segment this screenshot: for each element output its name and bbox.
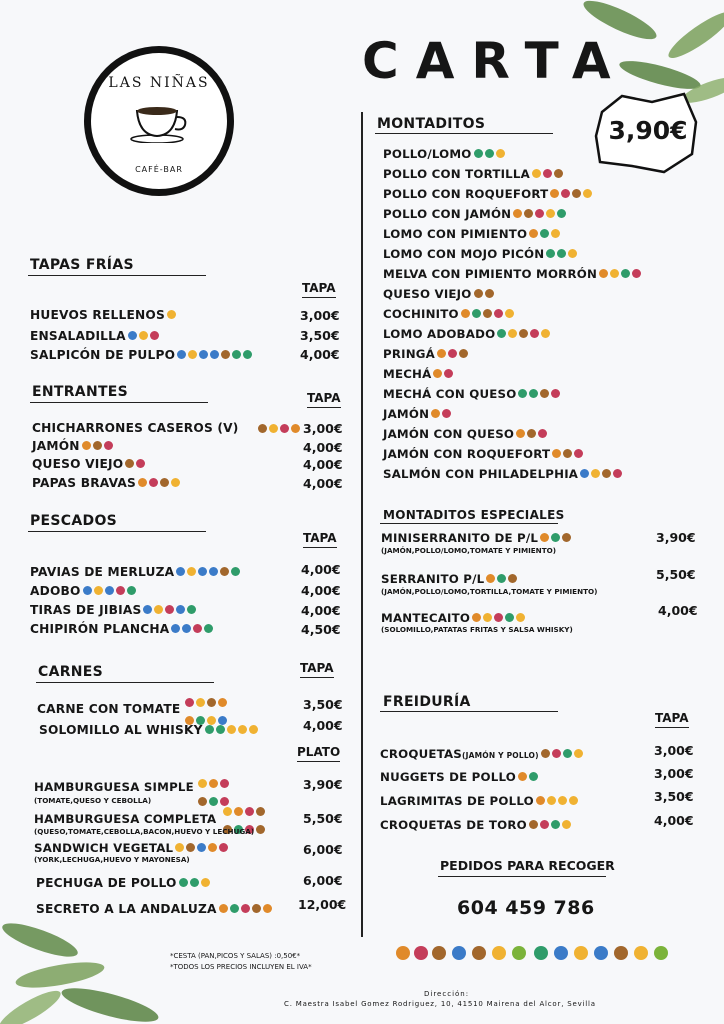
menu-item: CROQUETAS DE TORO bbox=[380, 818, 571, 832]
price: 3,90€ bbox=[303, 777, 343, 792]
menu-item: PRINGÁ bbox=[383, 347, 468, 361]
price: 4,00€ bbox=[301, 603, 341, 618]
menu-item-description: (TOMATE,QUESO Y CEBOLLA) bbox=[34, 796, 152, 805]
menu-item: SALMÓN CON PHILADELPHIA bbox=[383, 467, 622, 481]
divider bbox=[28, 275, 206, 276]
price: 3,90€ bbox=[656, 530, 696, 545]
col-tapa: TAPA bbox=[307, 391, 341, 405]
menu-item: SECRETO A LA ANDALUZA bbox=[36, 902, 272, 916]
menu-item-description: (SOLOMILLO,PATATAS FRITAS Y SALSA WHISKY) bbox=[381, 625, 573, 634]
section-freiduria-heading: FREIDURÍA bbox=[383, 694, 471, 710]
address-label: Dirección: bbox=[424, 990, 470, 998]
price: 3,50€ bbox=[303, 697, 343, 712]
price: 6,00€ bbox=[303, 873, 343, 888]
menu-item: ENSALADILLA bbox=[30, 329, 159, 343]
price: 5,50€ bbox=[656, 567, 696, 582]
leaves-bottom-left bbox=[0, 910, 175, 1024]
menu-item: PECHUGA DE POLLO bbox=[36, 876, 210, 890]
menu-item: HUEVOS RELLENOS bbox=[30, 308, 176, 322]
menu-item: NUGGETS DE POLLO bbox=[380, 770, 538, 784]
page-title: CARTA bbox=[362, 32, 628, 90]
menu-item-description: (JAMÓN,POLLO/LOMO,TOMATE Y PIMIENTO) bbox=[381, 546, 556, 555]
section-pescados-heading: PESCADOS bbox=[30, 513, 118, 529]
price: 4,00€ bbox=[301, 562, 341, 577]
menu-item: SOLOMILLO AL WHISKY bbox=[39, 723, 258, 737]
divider bbox=[36, 682, 214, 683]
col-tapa: TAPA bbox=[302, 281, 336, 295]
menu-item: HAMBURGUESA COMPLETA bbox=[34, 812, 217, 826]
price: 4,00€ bbox=[303, 718, 343, 733]
menu-item: COCHINITO bbox=[383, 307, 514, 321]
price: 3,00€ bbox=[303, 421, 343, 436]
menu-item: JAMÓN bbox=[383, 407, 451, 421]
menu-item: JAMÓN CON QUESO bbox=[383, 427, 547, 441]
divider bbox=[30, 402, 208, 403]
menu-item: CHIPIRÓN PLANCHA bbox=[30, 622, 213, 636]
footnote: *TODOS LOS PRECIOS INCLUYEN EL IVA* bbox=[170, 963, 312, 971]
price: 3,00€ bbox=[654, 766, 694, 781]
menu-item-description: (QUESO,TOMATE,CEBOLLA,BACON,HUEVO Y LECHUGA) bbox=[34, 827, 255, 836]
menu-item: JAMÓN CON ROQUEFORT bbox=[383, 447, 583, 461]
menu-item: LOMO ADOBADO bbox=[383, 327, 550, 341]
footnote: *CESTA (PAN,PICOS Y SALAS) :0,50€* bbox=[170, 952, 301, 960]
coffee-cup-icon bbox=[129, 99, 191, 143]
divider bbox=[380, 711, 558, 712]
menu-item: JAMÓN bbox=[32, 439, 113, 453]
menu-item: POLLO CON TORTILLA bbox=[383, 167, 563, 181]
logo bbox=[84, 46, 234, 196]
price: 6,00€ bbox=[303, 842, 343, 857]
price: 3,00€ bbox=[654, 743, 694, 758]
menu-item: TIRAS DE JIBIAS bbox=[30, 603, 196, 617]
divider bbox=[28, 531, 206, 532]
price: 4,00€ bbox=[303, 440, 343, 455]
badge-price: 3,90€ bbox=[608, 116, 688, 145]
col-tapa: TAPA bbox=[300, 661, 334, 675]
allergen-icons bbox=[256, 421, 300, 439]
menu-item: MINISERRANITO DE P/L bbox=[381, 531, 571, 545]
logo-subtitle: CAFÉ-BAR bbox=[135, 165, 183, 174]
menu-item: ADOBO bbox=[30, 584, 136, 598]
menu-item: MECHÁ bbox=[383, 367, 453, 381]
menu-item: POLLO/LOMO bbox=[383, 147, 505, 161]
price: 4,00€ bbox=[654, 813, 694, 828]
menu-item: PAVIAS DE MERLUZA bbox=[30, 565, 240, 579]
menu-item: CROQUETAS(JAMÓN Y POLLO) bbox=[380, 747, 583, 761]
menu-item: SALPICÓN DE PULPO bbox=[30, 348, 252, 362]
section-carnes-heading: CARNES bbox=[38, 664, 104, 680]
price: 12,00€ bbox=[298, 897, 347, 912]
address: C. Maestra Isabel Gomez Rodriguez, 10, 41510 Mairena del Alcor, Sevilla bbox=[284, 1000, 596, 1008]
price: 4,00€ bbox=[658, 603, 698, 618]
menu-item: CHICHARRONES CASEROS (V) bbox=[32, 421, 239, 435]
price: 4,00€ bbox=[300, 347, 340, 362]
section-tapas-frias-heading: TAPAS FRÍAS bbox=[30, 257, 134, 273]
price: 3,00€ bbox=[300, 308, 340, 323]
pickup-label: PEDIDOS PARA RECOGER bbox=[440, 858, 615, 873]
menu-item: LAGRIMITAS DE POLLO bbox=[380, 794, 578, 808]
price: 4,00€ bbox=[301, 583, 341, 598]
menu-item: MELVA CON PIMIENTO MORRÓN bbox=[383, 267, 641, 281]
menu-item: LOMO CON PIMIENTO bbox=[383, 227, 560, 241]
menu-item: LOMO CON MOJO PICÓN bbox=[383, 247, 577, 261]
menu-item: POLLO CON JAMÓN bbox=[383, 207, 566, 221]
divider bbox=[375, 133, 553, 134]
col-tapa: TAPA bbox=[303, 531, 337, 545]
price: 4,00€ bbox=[303, 457, 343, 472]
column-divider bbox=[361, 112, 363, 937]
divider bbox=[438, 876, 606, 877]
menu-item-description: (YORK,LECHUGA,HUEVO Y MAYONESA) bbox=[34, 855, 190, 864]
section-montaditos-heading: MONTADITOS bbox=[377, 116, 486, 132]
price: 3,50€ bbox=[300, 328, 340, 343]
menu-item: SERRANITO P/L bbox=[381, 572, 517, 586]
menu-item-description: (JAMÓN,POLLO/LOMO,TORTILLA,TOMATE Y PIMIENTO) bbox=[381, 587, 598, 596]
menu-item: MANTECAITO bbox=[381, 611, 525, 625]
col-plato: PLATO bbox=[297, 745, 341, 759]
divider bbox=[380, 523, 558, 524]
menu-item: CARNE CON TOMATE bbox=[37, 702, 181, 716]
col-tapa: TAPA bbox=[655, 711, 689, 725]
phone-number[interactable]: 604 459 786 bbox=[457, 897, 595, 919]
menu-item: SANDWICH VEGETAL bbox=[34, 841, 228, 855]
price: 3,50€ bbox=[654, 789, 694, 804]
menu-item: POLLO CON ROQUEFORT bbox=[383, 187, 592, 201]
price: 4,50€ bbox=[301, 622, 341, 637]
price: 5,50€ bbox=[303, 811, 343, 826]
menu-item: MECHÁ CON QUESO bbox=[383, 387, 560, 401]
section-especiales-heading: MONTADITOS ESPECIALES bbox=[383, 508, 565, 522]
menu-item: PAPAS BRAVAS bbox=[32, 476, 180, 490]
menu-item: QUESO VIEJO bbox=[32, 457, 145, 471]
section-entrantes-heading: ENTRANTES bbox=[32, 384, 129, 400]
price: 4,00€ bbox=[303, 476, 343, 491]
menu-item: HAMBURGUESA SIMPLE bbox=[34, 780, 194, 794]
logo-name: LAS NIÑAS bbox=[108, 75, 210, 91]
menu-item: QUESO VIEJO bbox=[383, 287, 494, 301]
